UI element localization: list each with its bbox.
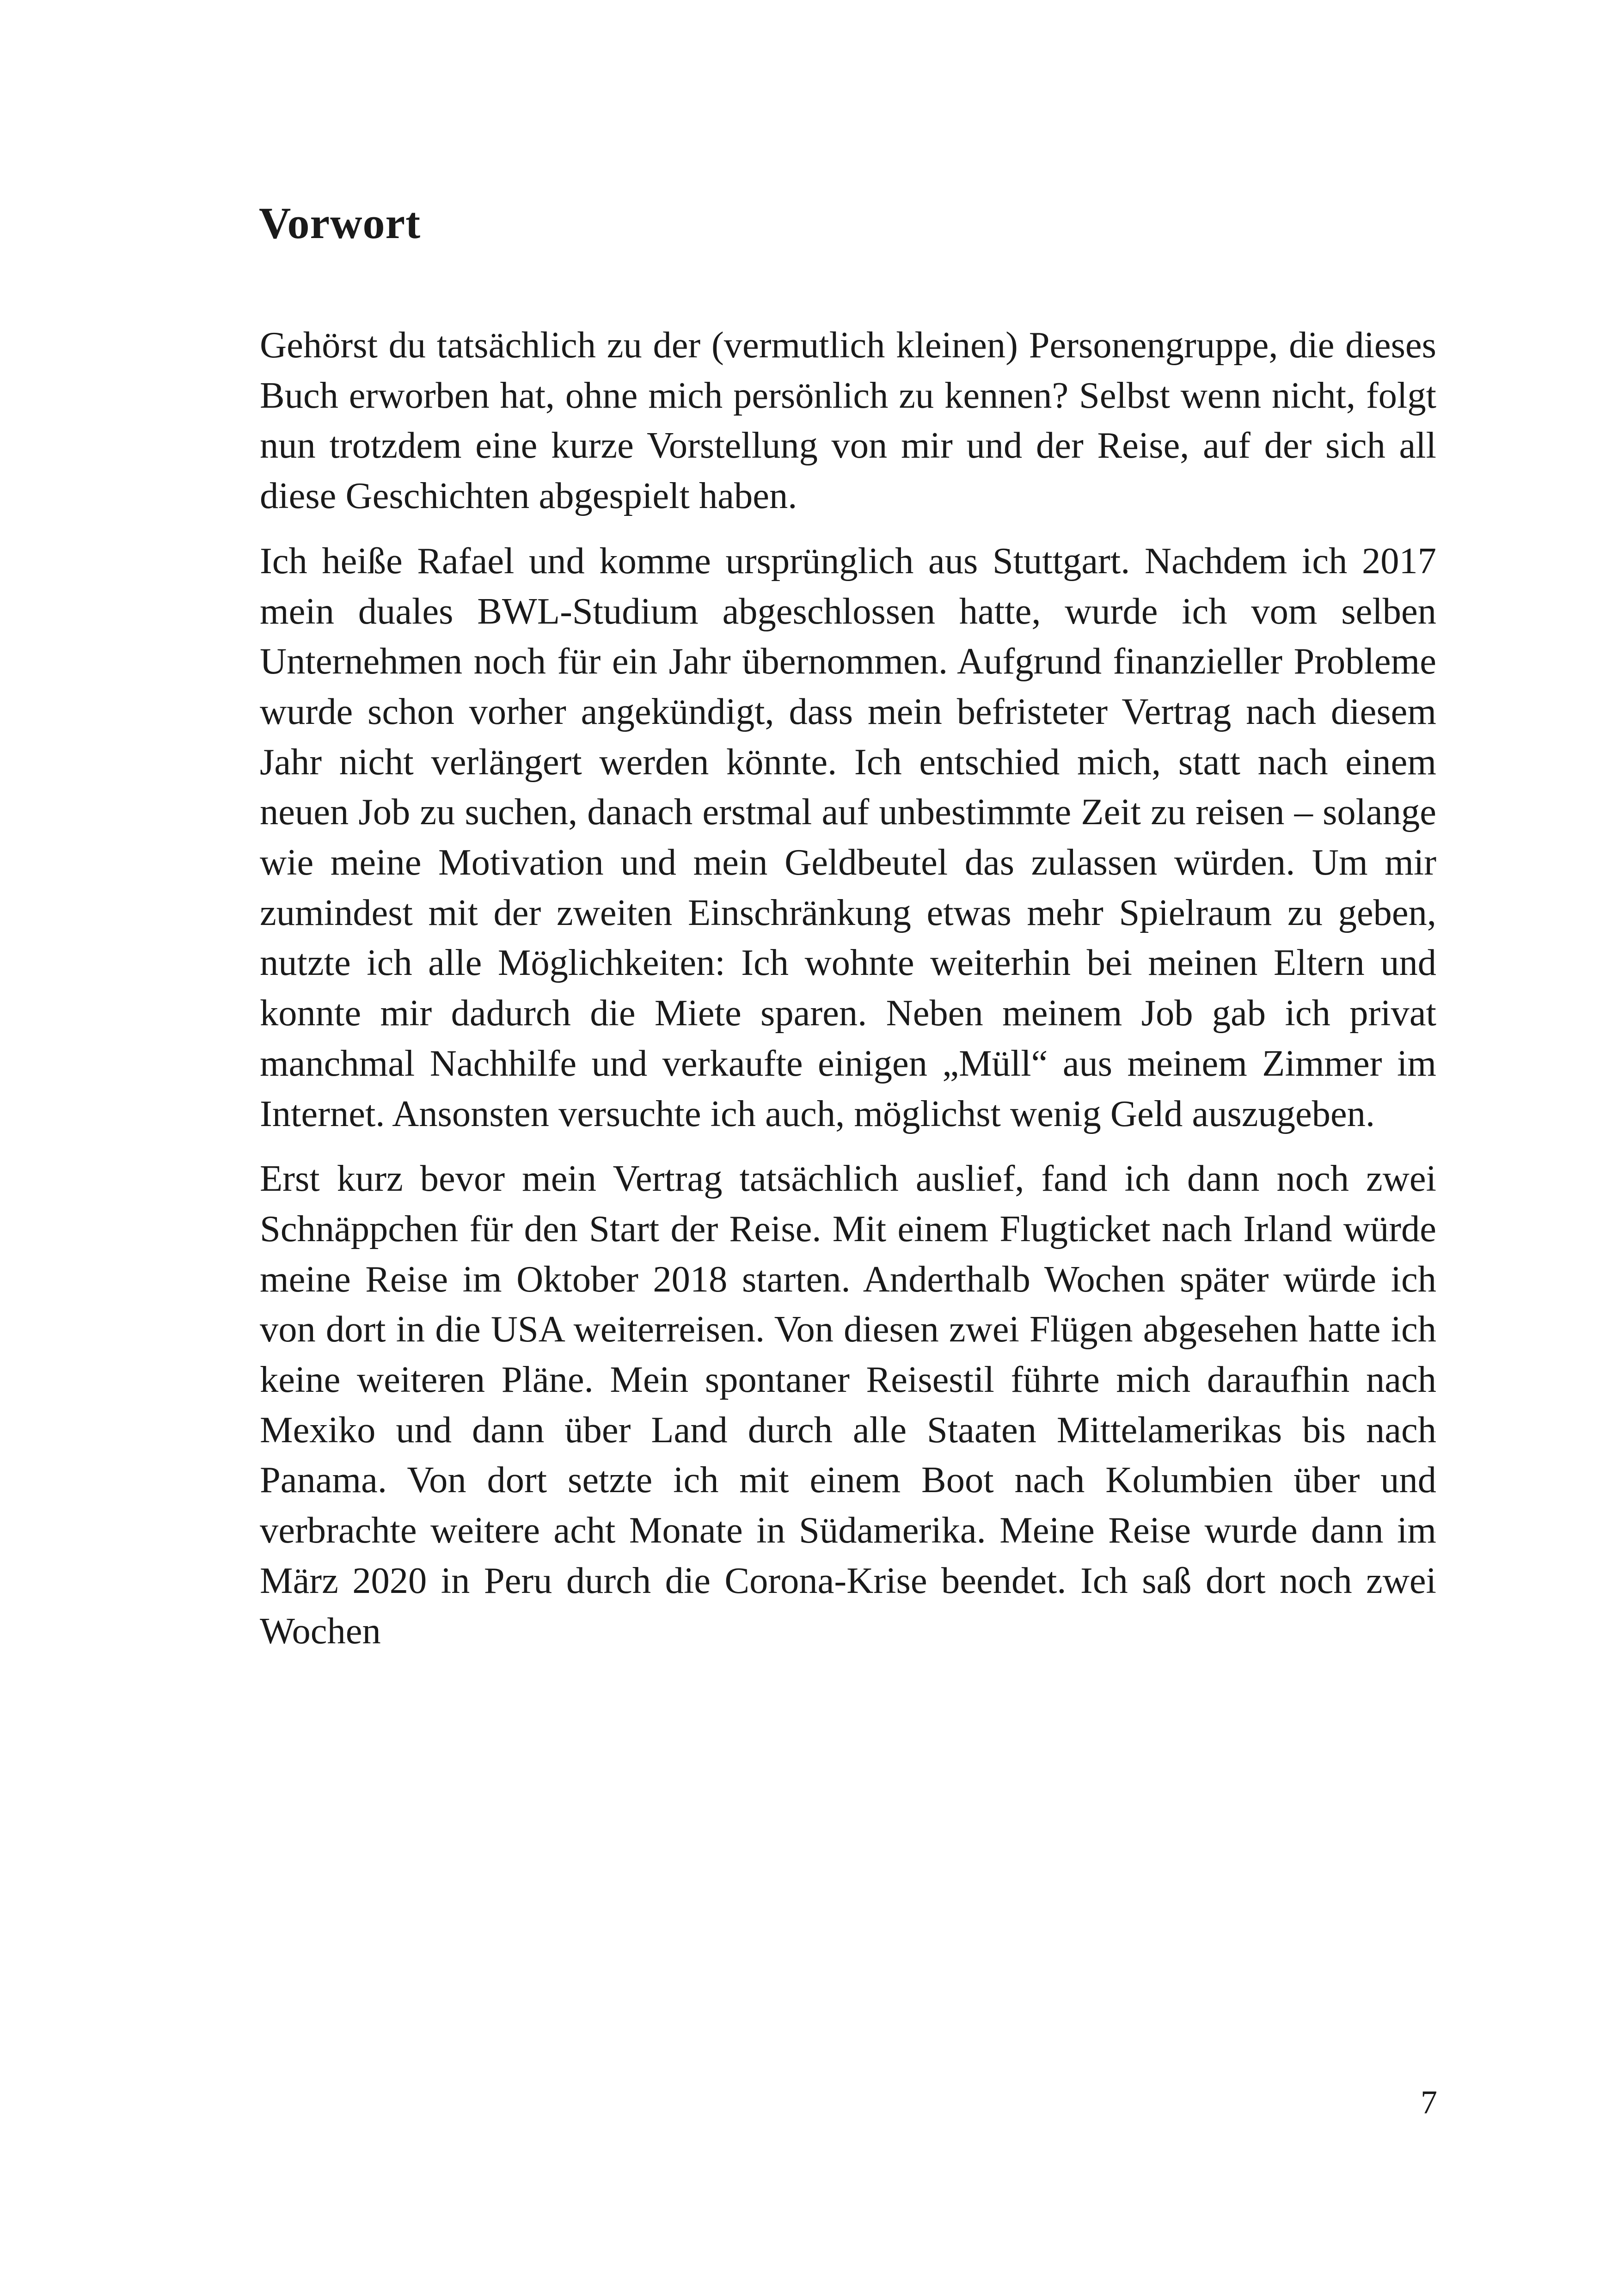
chapter-heading: Vorwort bbox=[259, 198, 421, 248]
paragraph-3: Erst kurz bevor mein Vertrag tatsächlich auslief, fand ich dann noch zwei Schnäppchen für den Start der Reise. Mit einem Flugticket nach Irland würde meine Reise im Oktober 2018 starten. Anderthalb Wochen später würde ich von dort in die USA weiterreisen. Von diesen zwei Flügen abgesehen hatte ich keine weiteren Pläne. Mein spontaner Reisestil führte mich daraufhin nach Mexiko und dann über Land durch alle Staaten Mittelamerikas bis nach Panama. Von dort setzte ich mit einem Boot nach Kolumbien über und verbrachte weitere acht Monate in Südamerika. Meine Reise wurde dann im März 2020 in Peru durch die Corona-Krise beendet. Ich saß dort noch zwei Wochen bbox=[260, 1158, 1436, 1652]
paragraph-1: Gehörst du tatsächlich zu der (vermutlich kleinen) Personengruppe, die dieses Buch erworben hat, ohne mich persönlich zu kennen? Selbst wenn nicht, folgt nun trotzdem eine kurze Vorstellung von mir und der Reise, auf der sich all diese Geschichten abgespielt haben. bbox=[260, 325, 1436, 517]
paragraph-2: Ich heiße Rafael und komme ursprünglich aus Stuttgart. Nachdem ich 2017 mein duales BWL-Studium abgeschlossen hatte, wurde ich vom selben Unternehmen noch für ein Jahr übernommen. Aufgrund finanzieller Probleme wurde schon vorher angekündigt, dass mein befristeter Vertrag nach diesem Jahr nicht verlängert werden könnte. Ich entschied mich, statt nach einem neuen Job zu suchen, danach erstmal auf unbestimmte Zeit zu reisen – solange wie meine Motivation und mein Geldbeutel das zulassen würden. Um mir zumindest mit der zweiten Einschränkung etwas mehr Spielraum zu geben, nutzte ich alle Möglichkeiten: Ich wohnte weiterhin bei meinen Eltern und konnte mir dadurch die Miete sparen. Neben meinem Job gab ich privat manchmal Nachhilfe und verkaufte einigen „Müll“ aus meinem Zimmer im Internet. Ansonsten versuchte ich auch, möglichst wenig Geld auszugeben. bbox=[260, 540, 1436, 1134]
page-number: 7 bbox=[1421, 2084, 1437, 2121]
body-text bbox=[260, 320, 1436, 1671]
